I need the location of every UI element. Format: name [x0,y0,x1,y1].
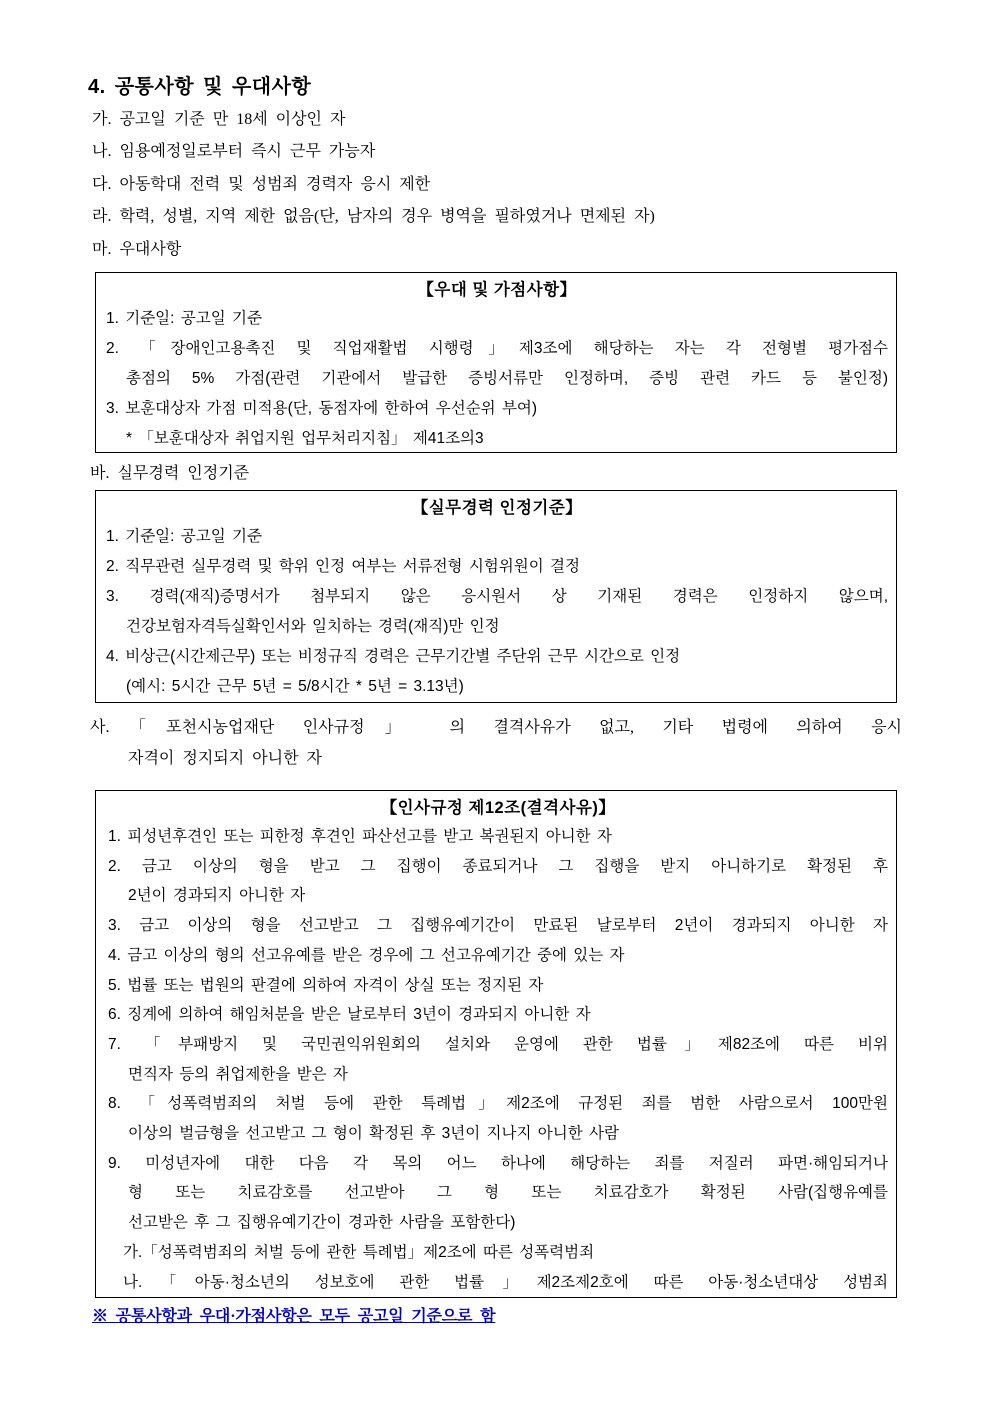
box-line: 면직자 등의 취업제한을 받은 자 [128,1065,348,1083]
list-item-ma: 마. 우대사항 [92,240,182,258]
box-line: 형 또는 치료감호를 선고받아 그 형 또는 치료감호가 확정된 사람(집행유예를 [128,1184,888,1202]
box-line: 3. 보훈대상자 가점 미적용(단, 동점자에 한하여 우선순위 부여) [106,400,538,417]
box-line: 3. 금고 이상의 형을 선고받고 그 집행유예기간이 만료된 날로부터 2년이 경과되지 아니한 자 [108,917,888,935]
disqualification-box [95,790,897,1298]
box-line: 2. 직무관련 실무경력 및 학위 인정 여부는 서류전형 시험위원이 결정 [106,558,580,575]
bonus-points-box [95,272,897,453]
box-line: 나.「아동·청소년의 성보호에 관한 법률」제2조제2호에 따른 아동·청소년대상 성범죄 [123,1273,888,1291]
list-item-ra: 라. 학력, 성별, 지역 제한 없음(단, 남자의 경우 병역을 필하였거나 면제된 자) [92,208,655,226]
box-line: 2. 금고 이상의 형을 받고 그 집행이 종료되거나 그 집행을 받지 아니하기로 확정된 후 [108,857,888,875]
list-item-ga: 가. 공고일 기준 만 18세 이상인 자 [92,111,346,128]
box-line: 1. 기준일: 공고일 기준 [106,310,262,327]
sa-line-1: 사.「포천시농업재단 인사규정」 의 결격사유가 없고, 기타 법령에 의하여 응시 [90,719,902,736]
heading-sa [90,712,902,775]
career-criteria-box [95,490,897,703]
box-line: 1. 기준일: 공고일 기준 [106,528,262,545]
box-line: 2. 「장애인고용촉진 및 직업재활법 시행령」제3조에 해당하는 자는 각 전형별 평가점수 [106,340,888,357]
box-line: 총점의 5% 가점(관련 기관에서 발급한 증빙서류만 인정하며, 증빙 관련 카드 등 불인정) [126,370,888,387]
box-line: 선고받은 후 그 집행유예기간이 경과한 사람을 포함한다) [128,1214,516,1232]
footnote-common-basis: ※ 공통사항과 우대·가점사항은 모두 공고일 기준으로 함 [92,1308,496,1325]
box-line: 9. 미성년자에 대한 다음 각 목의 어느 하나에 해당하는 죄를 저질러 파면·해임되거나 [108,1154,888,1172]
box-line: 6. 징계에 의하여 해임처분을 받은 날로부터 3년이 경과되지 아니한 자 [108,1006,591,1024]
page-title: 4. 공통사항 및 우대사항 [88,76,312,98]
box-line: 8. 「성폭력범죄의 처벌 등에 관한 특례법」제2조에 규정된 죄를 범한 사람으로서 100만원 [108,1095,888,1113]
box-line: * 「보훈대상자 취업지원 업무처리지침」 제41조의3 [126,430,484,447]
common-requirements-list [92,104,902,266]
heading-ba: 바. 실무경력 인정기준 [90,465,250,482]
box-title-disqualification: 【인사규정 제12조(결격사유)】 [380,799,616,817]
box-title-career: 【실무경력 인정기준】 [411,499,583,517]
box-line: 건강보험자격득실확인서와 일치하는 경력(재직)만 인정 [126,618,500,635]
box-line: 가.「성폭력범죄의 처벌 등에 관한 특례법」제2조에 따른 성폭력범죄 [123,1243,595,1261]
box-line: 1. 피성년후견인 또는 피한정 후견인 파산선고를 받고 복권된지 아니한 자 [108,828,612,845]
box-title-bonus: 【우대 및 가점사항】 [417,281,577,299]
sa-line-2: 자격이 정지되지 아니한 자 [128,750,323,767]
box-line: 이상의 벌금형을 선고받고 그 형이 확정된 후 3년이 지나지 아니한 사람 [128,1125,619,1143]
box-line: 4. 비상근(시간제근무) 또는 비정규직 경력은 근무기간별 주단위 근무 시간으로 인정 [106,648,681,665]
box-line: 4. 금고 이상의 형의 선고유예를 받은 경우에 그 선고유예기간 중에 있는 자 [108,946,625,964]
list-item-na: 나. 임용예정일로부터 즉시 근무 가능자 [92,143,376,161]
box-line: 2년이 경과되지 아니한 자 [128,887,306,905]
box-line: 3. 경력(재직)증명서가 첨부되지 않은 응시원서 상 기재된 경력은 인정하지 않으며, [106,588,888,605]
box-line: (예시: 5시간 근무 5년 = 5/8시간 * 5년 = 3.13년) [126,678,464,695]
box-line: 7. 「부패방지 및 국민권익위원회의 설치와 운영에 관한 법률」제82조에 따른 비위 [108,1035,888,1053]
list-item-da: 다. 아동학대 전력 및 성범죄 경력자 응시 제한 [92,175,431,193]
box-line: 5. 법률 또는 법원의 판결에 의하여 자격이 상실 또는 정지된 자 [108,976,544,994]
